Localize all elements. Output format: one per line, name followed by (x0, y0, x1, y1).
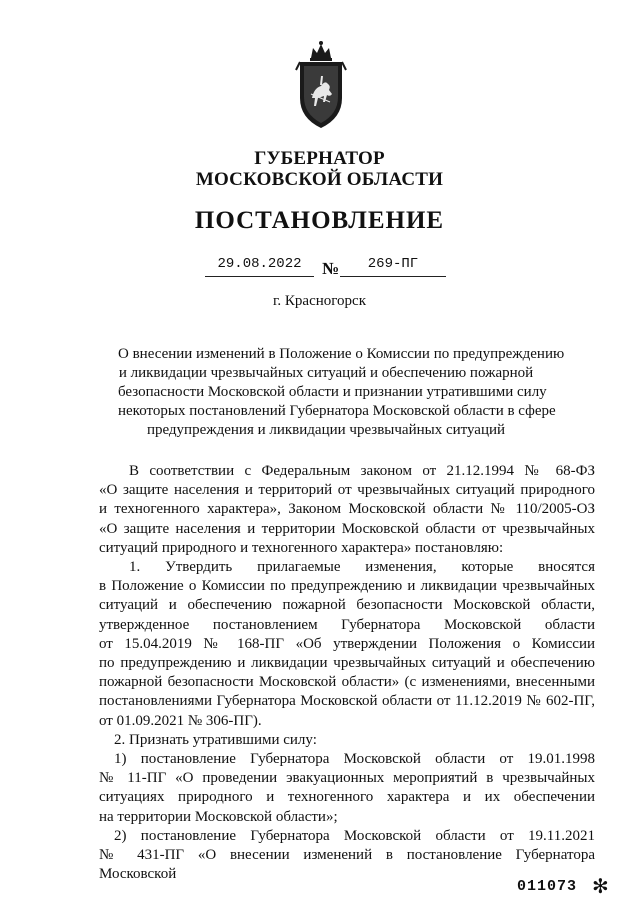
subject-line: предупреждения и ликвидации чрезвычайных ситуаций (146, 422, 506, 438)
body-line: «О защите населения и территорий от чрезвычайных ситуаций природного (99, 482, 595, 499)
body-line: ситуациях природного и техногенного характера и их обеспечении (99, 789, 595, 806)
body-line: «О защите населения и территории Московской области от чрезвычайных (99, 520, 595, 537)
document-serial-code: 011073 (517, 878, 578, 895)
date-underline (205, 276, 314, 277)
subject-line: О внесении изменений в Положение о Комиссии по предупреждению (118, 346, 565, 362)
city: г. Красногорск (272, 293, 367, 309)
body-line: утвержденное постановлением Губернатора Московской области (99, 616, 595, 633)
document-number: 269-ПГ (367, 256, 419, 272)
body-line: № 431-ПГ «О внесении изменений в постановление Губернатора Московской (99, 847, 595, 883)
body-line: от 15.04.2019 № 168-ПГ «Об утверждении Положения о Комиссии (99, 635, 595, 652)
subject-line: и ликвидации чрезвычайных ситуаций и обеспечению пожарной (118, 365, 534, 381)
issuer-title: ГУБЕРНАТОР (254, 148, 385, 169)
body-line: в Положение о Комиссии по предупреждению и ликвидации чрезвычайных (99, 578, 595, 595)
document-type: ПОСТАНОВЛЕНИЕ (194, 207, 445, 234)
document-body (99, 462, 595, 884)
body-line: по предупреждению и ликвидации чрезвычайных ситуаций и обеспечению (99, 655, 595, 672)
body-line: В соответствии с Федеральным законом от 21.12.1994 № 68-ФЗ (129, 463, 595, 479)
coat-of-arms-icon (294, 40, 348, 132)
number-sign: № (322, 259, 340, 278)
subject-line: некоторых постановлений Губернатора Московской области в сфере (118, 403, 556, 419)
body-line: 1) постановление Губернатора Московской области от 19.01.1998 (114, 751, 595, 768)
document-date: 29.08.2022 (217, 256, 302, 272)
body-line: 2) постановление Губернатора Московской области от 19.11.2021 (114, 827, 595, 844)
body-line: 1. Утвердить прилагаемые изменения, которые вносятся (129, 559, 595, 576)
body-line: 2. Признать утратившими силу: (114, 731, 317, 748)
body-line: от 01.09.2021 № 306-ПГ). (99, 712, 262, 729)
date-number-line (0, 256, 639, 280)
body-line: № 11-ПГ «О проведении эвакуационных мероприятий в чрезвычайных (99, 770, 595, 787)
body-line: на территории Московской области»; (99, 808, 338, 825)
body-line: ситуаций и обеспечению пожарной безопасности Московской области, (99, 597, 595, 614)
subject-line: безопасности Московской области и признании утратившими силу (118, 384, 547, 400)
body-line: и техногенного характера», Законом Московской области № 110/2005-ОЗ (99, 501, 595, 518)
body-line: ситуаций природного и техногенного характера» постановляю: (99, 539, 504, 556)
document-subject (118, 345, 565, 440)
body-line: пожарной безопасности Московской области» (с изменениями, внесенными (99, 674, 595, 691)
issuer-region: МОСКОВСКОЙ ОБЛАСТИ (195, 169, 444, 190)
number-underline (340, 276, 446, 277)
body-line: постановлениями Губернатора Московской области от 11.12.2019 № 602-ПГ, (99, 693, 595, 710)
asterisk-icon: ✻ (592, 874, 609, 898)
